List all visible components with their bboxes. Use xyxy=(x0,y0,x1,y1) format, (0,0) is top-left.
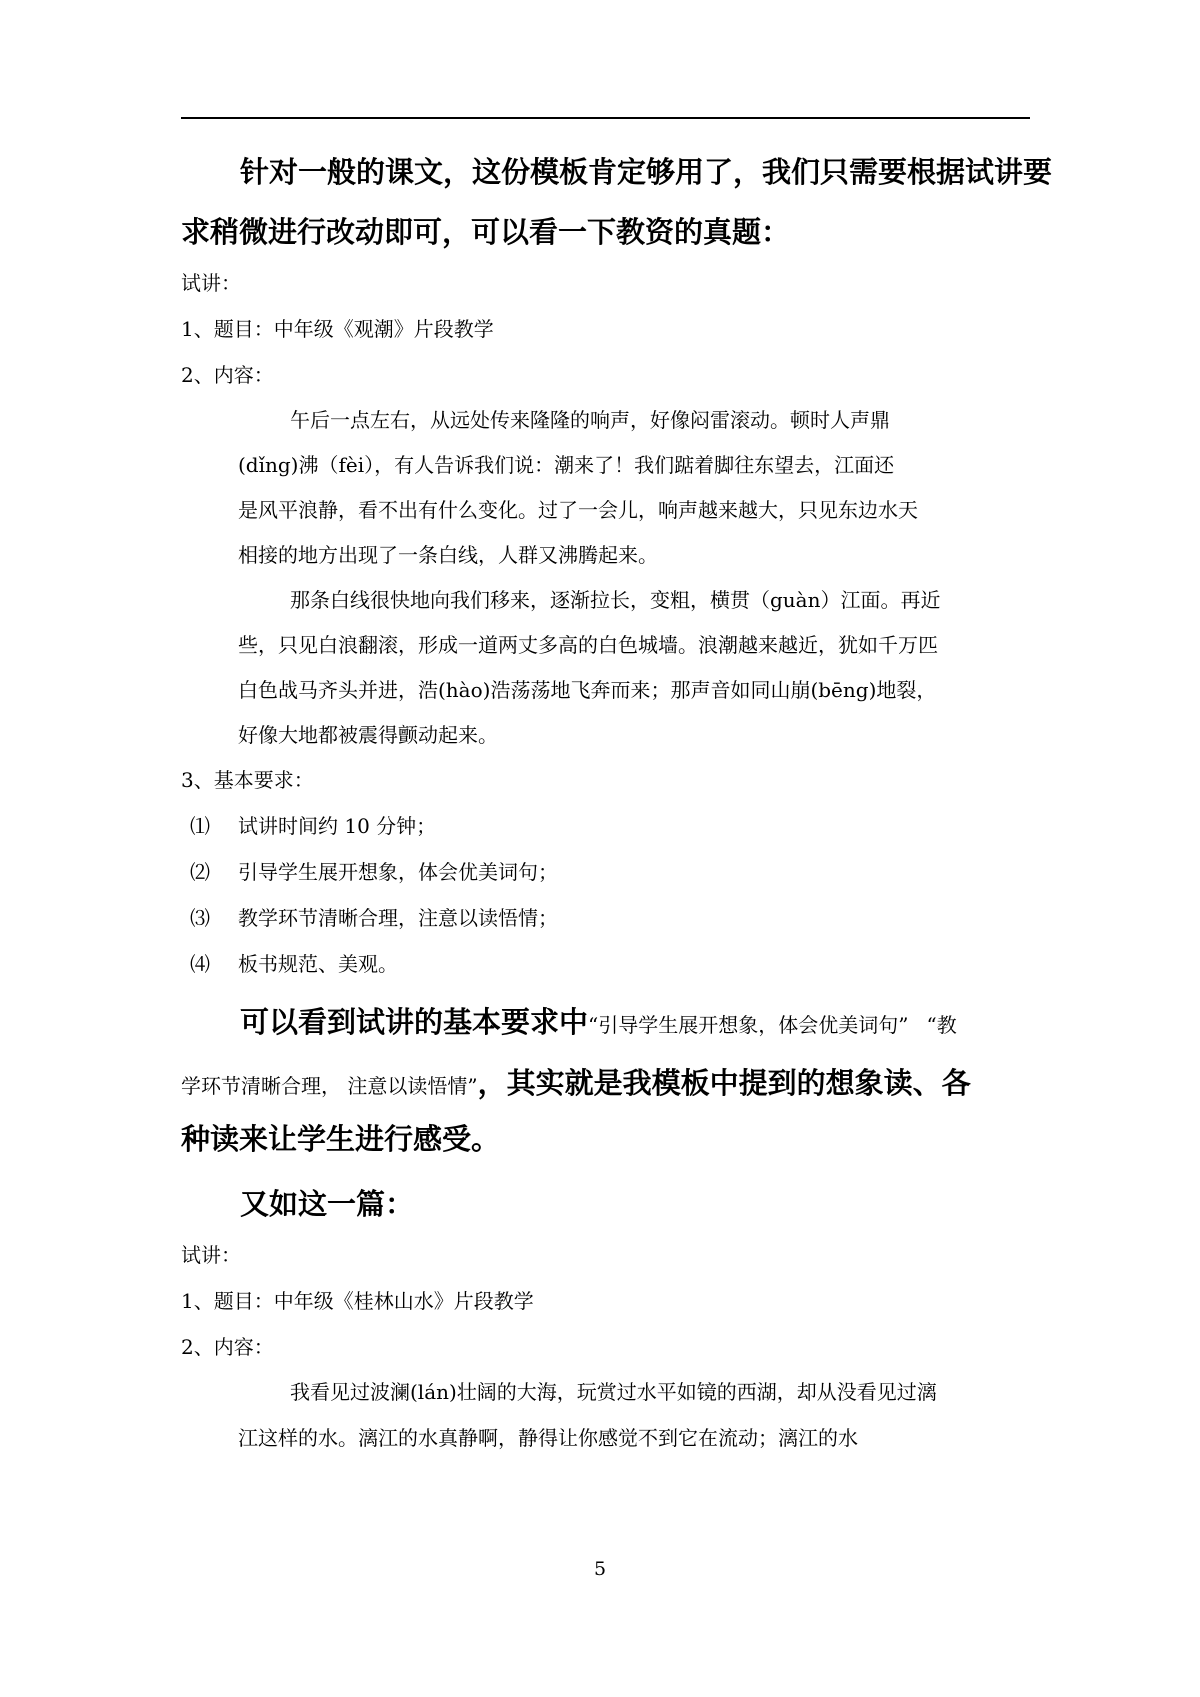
example1-para1-line: (dǐng)沸（fèi），有人告诉我们说：潮来了！我们踮着脚往东望去，江面还 xyxy=(238,453,895,477)
requirement-number: ⑶ xyxy=(190,906,210,930)
requirement-text: 引导学生展开想象，体会优美词句； xyxy=(238,860,558,884)
analysis-bold-text: ，其实就是我模板中提到的想象读、各 xyxy=(477,1066,971,1100)
requirement-text: 试讲时间约 10 分钟； xyxy=(238,814,437,838)
requirement-item xyxy=(190,903,558,933)
requirements-label: 3、基本要求： xyxy=(181,768,314,792)
example1-para1-line: 是风平浪静，看不出有什么变化。过了一会儿，响声越来越大，只见东边水天 xyxy=(238,498,918,522)
intro-line-1: 针对一般的课文，这份模板肯定够用了，我们只需要根据试讲要 xyxy=(240,155,1053,189)
header-rule xyxy=(181,117,1030,119)
example1-para2-line: 些，只见白浪翻滚，形成一道两丈多高的白色城墙。浪潮越来越近，犹如千万匹 xyxy=(238,633,938,657)
analysis-line-3: 种读来让学生进行感受。 xyxy=(181,1122,501,1156)
example1-para2-line: 那条白线很快地向我们移来，逐渐拉长，变粗，横贯（guàn）江面。再近 xyxy=(290,588,941,612)
requirement-item xyxy=(190,949,398,979)
requirement-number: ⑴ xyxy=(190,814,210,838)
example1-para1-line: 相接的地方出现了一条白线，人群又沸腾起来。 xyxy=(238,543,658,567)
example2-para-line: 江这样的水。漓江的水真静啊，静得让你感觉不到它在流动；漓江的水 xyxy=(238,1426,858,1450)
example1-label: 试讲： xyxy=(181,271,241,295)
example1-title: 1、题目：中年级《观潮》片段教学 xyxy=(181,317,494,341)
requirement-number: ⑵ xyxy=(190,860,210,884)
requirement-text: 板书规范、美观。 xyxy=(238,952,398,976)
example2-title: 1、题目：中年级《桂林山水》片段教学 xyxy=(181,1289,534,1313)
analysis-bold-text: 可以看到试讲的基本要求中 xyxy=(240,1005,589,1039)
example2-content-label: 2、内容： xyxy=(181,1335,274,1359)
transition-heading: 又如这一篇： xyxy=(240,1187,415,1221)
example2-para-line: 我看见过波澜(lán)壮阔的大海，玩赏过水平如镜的西湖，却从没看见过漓 xyxy=(290,1380,937,1404)
example1-para2-line: 好像大地都被震得颤动起来。 xyxy=(238,723,498,747)
analysis-line-1 xyxy=(240,1002,957,1045)
example1-para2-line: 白色战马齐头并进，浩(hào)浩荡荡地飞奔而来；那声音如同山崩(bēng)地裂， xyxy=(238,678,937,702)
example1-content-label: 2、内容： xyxy=(181,363,274,387)
requirement-item xyxy=(190,811,436,841)
page-number: 5 xyxy=(593,1558,607,1580)
analysis-line-2 xyxy=(181,1063,971,1106)
intro-line-2: 求稍微进行改动即可，可以看一下教资的真题： xyxy=(181,215,791,249)
requirement-text: 教学环节清晰合理，注意以读悟情； xyxy=(238,906,558,930)
example2-label: 试讲： xyxy=(181,1243,241,1267)
analysis-quote: “引导学生展开想象，体会优美词句” xyxy=(588,1013,909,1037)
analysis-quote: 学环节清晰合理， 注意以读悟情” xyxy=(181,1074,478,1098)
requirement-number: ⑷ xyxy=(190,952,210,976)
example1-para1-line: 午后一点左右，从远处传来隆隆的响声，好像闷雷滚动。顿时人声鼎 xyxy=(290,408,890,432)
requirement-item xyxy=(190,857,558,887)
analysis-quote: “教 xyxy=(926,1013,957,1037)
